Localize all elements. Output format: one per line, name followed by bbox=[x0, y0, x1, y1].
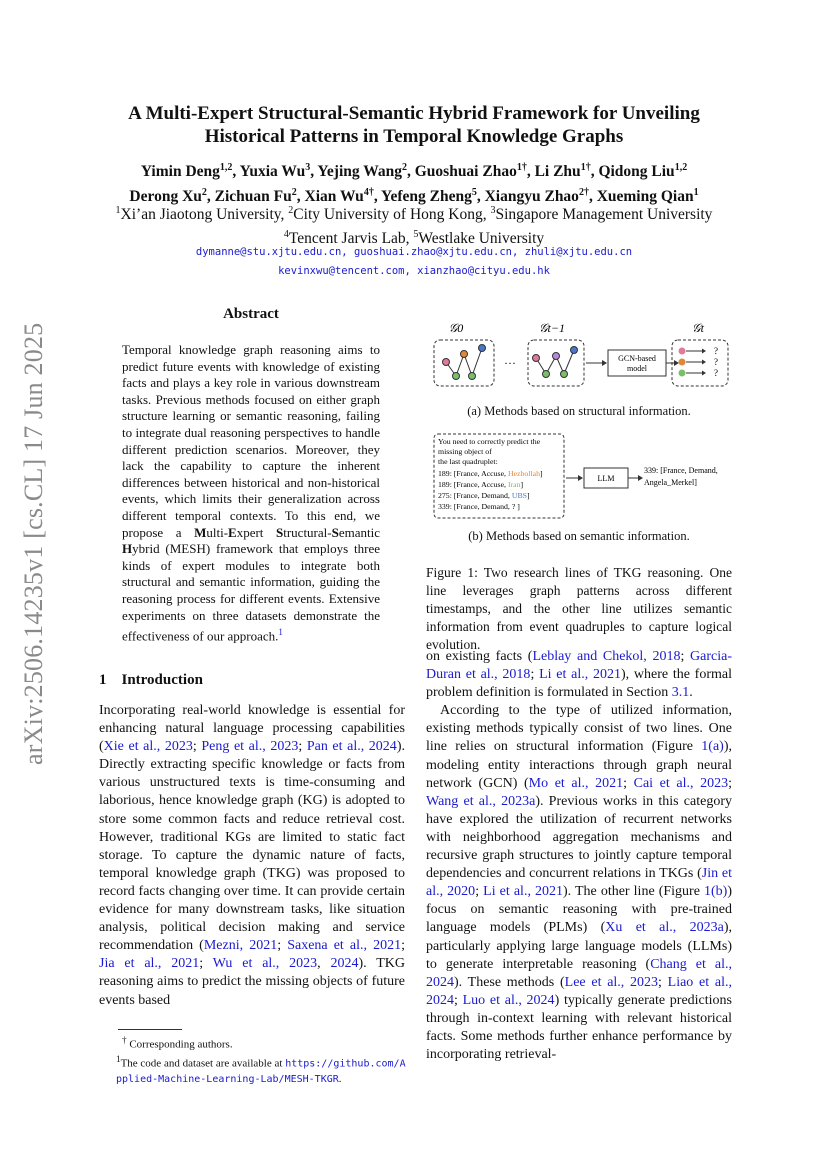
text-run: , bbox=[317, 956, 331, 972]
footnote-code: $^1$The code and dataset are available at https://github.com/Applied-Machine-Learning-Lab/MESH-TKGR. bbox=[116, 1054, 406, 1086]
email-list bbox=[100, 243, 728, 281]
text-run: ; bbox=[277, 938, 288, 954]
prompt-text: You need to correctly predict the missing object of the last quadruplet: bbox=[438, 437, 541, 466]
citation-link[interactable]: Liao et al., 2024 bbox=[426, 974, 732, 1008]
affiliation-name: City University of Hong Kong bbox=[293, 206, 483, 224]
author-name: Li Zhu bbox=[534, 163, 581, 181]
text-run: ; bbox=[298, 739, 307, 755]
quadruplet-line: 339: [France, Demand, ? ] bbox=[438, 502, 520, 511]
figure-caption-a: (a) Methods based on structural information. bbox=[467, 404, 691, 418]
author-list bbox=[100, 157, 728, 207]
graph-gt-label: 𝒢t bbox=[692, 321, 704, 335]
citation-link[interactable]: Mo et al., 2021 bbox=[528, 775, 624, 791]
citation-link[interactable]: Jin et al., 2020 bbox=[426, 866, 733, 900]
svg-text:?: ? bbox=[714, 368, 718, 378]
citation-link[interactable]: Luo et al., 2024 bbox=[462, 992, 555, 1008]
text-run: ; bbox=[623, 775, 634, 791]
gcn-label-1: GCN-based bbox=[618, 354, 656, 363]
column-2-text bbox=[426, 648, 732, 1064]
arxiv-identifier: arXiv:2506.14235v1 [cs.CL] 17 Jun 2025 bbox=[19, 322, 48, 765]
author-name: Yejing Wang bbox=[317, 163, 402, 181]
citation-link[interactable]: Pan et al., 2024 bbox=[306, 739, 397, 755]
text-run: ) focus on semantic reasoning with pre-trained language models (PLMs) ( bbox=[426, 884, 733, 936]
graph-g0-nodes bbox=[443, 345, 486, 380]
text-run: ), particularly applying large language models (LLMs) to generate interpretable reasoning ( bbox=[426, 920, 733, 972]
citation-link[interactable]: Xie et al., 2023 bbox=[103, 739, 193, 755]
citation-link[interactable]: Mezni, 2021 bbox=[203, 938, 278, 954]
author-name: Derong Xu bbox=[129, 188, 202, 206]
quadruplet-line: 189: [France, Accuse, Iran] bbox=[438, 480, 524, 489]
ellipsis: ··· bbox=[504, 356, 516, 370]
author-name: Yuxia Wu bbox=[239, 163, 306, 181]
footnote-rule bbox=[118, 1029, 182, 1030]
figure-semantic bbox=[432, 432, 732, 522]
text-run: ; bbox=[658, 974, 668, 990]
author-line-1: Yimin Deng$^{1,2}$, Yuxia Wu$^3$, Yejing Wang$^2$, Guoshuai Zhao$^{1\dagger}$, Li Zhu$^{1\dagger}$, Qidong Liu$^{1,2}$ bbox=[140, 162, 688, 181]
node bbox=[443, 359, 450, 366]
citation-link[interactable]: Jia et al., 2021 bbox=[99, 956, 200, 972]
citation-link[interactable]: 1(a) bbox=[701, 739, 724, 755]
author-name: Yefeng Zheng bbox=[381, 188, 472, 206]
citation-link[interactable]: Leblay and Chekol, 2018 bbox=[532, 649, 681, 664]
citation-link[interactable]: Wang et al., 2023a bbox=[426, 793, 536, 809]
abstract-text-2: (MESH) framework that employs three kinds of expert modules to integrate both structural and semantic information, guiding the reasoning process for different events. Extensive experiments on three datasets demonstrate the effectiveness of our approach. bbox=[122, 541, 380, 644]
author-name: Zichuan Fu bbox=[214, 188, 292, 206]
author-name: Xueming Qian bbox=[596, 188, 694, 206]
text-run: . bbox=[689, 685, 693, 701]
author-line-2: Derong Xu$^2$, Zichuan Fu$^2$, Xian $Wu^{4\dagger}$, Yefeng Zheng$^5$, Xiangyu Zhao$^{2\dagger}$, Xueming Qian$^1$ bbox=[129, 187, 699, 206]
citation-link[interactable]: Cai et al., 2023 bbox=[633, 775, 729, 791]
text-run: ), modeling entity interactions through graph neural network (GCN) ( bbox=[426, 739, 732, 791]
email-line-1[interactable]: dymanne@stu.xjtu.edu.cn, guoshuai.zhao@xjtu.edu.cn, zhuli@xjtu.edu.cn bbox=[195, 246, 633, 258]
affiliation-name: Tencent Jarvis Lab bbox=[288, 230, 406, 248]
citation-link[interactable]: Wu et al., 2023 bbox=[212, 956, 318, 972]
figure-1-caption: Figure 1: Two research lines of TKG reasoning. One line leverages graph patterns across different timestamps, and the other line utilizes semantic information from event quadruples to capture logical evolution. bbox=[426, 565, 732, 652]
col2-paragraph-2 bbox=[426, 702, 732, 1064]
quadruplet-line: 275: [France, Demand, UBS] bbox=[438, 491, 530, 500]
author-name: Qidong Liu bbox=[598, 163, 675, 181]
citation-link[interactable]: Li et al., 2021 bbox=[539, 667, 621, 683]
section-number: 1 bbox=[99, 672, 107, 688]
affiliation-name: Singapore Management University bbox=[495, 206, 713, 224]
citation-link[interactable]: Lee et al., 2023 bbox=[564, 974, 659, 990]
figure-caption-b: (b) Methods based on semantic information. bbox=[468, 529, 690, 543]
text-run: on existing facts ( bbox=[426, 649, 533, 664]
text-run: ; bbox=[199, 956, 213, 972]
svg-text:?: ? bbox=[714, 357, 718, 367]
graph-gt1-label: 𝒢t−1 bbox=[539, 321, 565, 335]
col2-paragraph-1 bbox=[426, 648, 732, 702]
citation-link[interactable]: 3.1 bbox=[671, 685, 690, 701]
affiliation-line-2: $^4$Tencent Jarvis Lab, $^5$Westlake University bbox=[283, 229, 545, 248]
node bbox=[469, 373, 476, 380]
text-run: ). The other line (Figure bbox=[563, 884, 705, 900]
author-name: Xiangyu Zhao bbox=[484, 188, 579, 206]
citation-link[interactable]: Saxena et al., 2021 bbox=[287, 938, 402, 954]
section-title: Introduction bbox=[121, 672, 203, 688]
text-run: ) typically generate predictions through in-context learning with relevant historical facts. Some methods further enhance performance by incorporating retrieval- bbox=[426, 992, 733, 1063]
author-name: Guoshuai Zhao bbox=[414, 163, 517, 181]
text-run: ; bbox=[728, 775, 732, 791]
affiliation-name: Westlake University bbox=[418, 230, 545, 248]
text-run: ; bbox=[475, 884, 484, 900]
citation-link[interactable]: Chang et al., 2024 bbox=[426, 956, 732, 990]
footnote-mark[interactable]: 1 bbox=[278, 627, 283, 638]
text-run: ), where the formal problem definition is formulated in Section bbox=[426, 667, 732, 701]
text-run: ). These methods ( bbox=[454, 974, 565, 990]
text-run: According to the type of utilized information, existing methods typically consist of two lines. One line relies on structural information (Figure bbox=[426, 703, 732, 755]
footnotes bbox=[110, 1033, 410, 1088]
text-run: ; bbox=[192, 739, 202, 755]
affiliation-name: Xi’an Jiaotong University bbox=[120, 206, 281, 224]
abstract-heading: Abstract bbox=[223, 306, 279, 322]
quadruplets bbox=[438, 469, 543, 511]
text-run: ). Directly extracting specific knowledge or facts from various unstructured texts is time-consuming and laborious, hence knowledge graph (KG) is adopted to store some common facts and reduce retrieval cost. However, traditional KGs are limited to static fact storage. To capture the dynamic nature of facts, temporal knowledge graph (TKG) was proposed to record facts changing over time. It can provide certain evidence for many downstream tasks, like situation analysis, political decision making and service recommendation ( bbox=[99, 739, 405, 954]
text-run: ; bbox=[454, 992, 463, 1008]
llm-output: 339: [France, Demand, Angela_Merkel] bbox=[644, 466, 718, 487]
text-run: ; bbox=[530, 667, 540, 683]
author-name: Xian Wu bbox=[304, 188, 364, 206]
abstract-mesh-name: Multi-Expert Structural-Semantic Hybrid bbox=[122, 524, 380, 557]
footnote-corresponding: † Corresponding authors. bbox=[122, 1035, 233, 1051]
node bbox=[479, 345, 486, 352]
node bbox=[461, 351, 468, 358]
paper-title: A Multi-Expert Structural-Semantic Hybrid Framework for Unveiling Historical Patterns in Temporal Knowledge Graphs bbox=[128, 103, 700, 147]
email-line-2[interactable]: kevinxwu@tencent.com, xianzhao@cityu.edu.hk bbox=[278, 265, 550, 277]
citation-link[interactable]: Li et al., 2021 bbox=[483, 884, 564, 900]
intro-paragraph bbox=[99, 702, 405, 1010]
abstract-body bbox=[122, 342, 380, 645]
text-run: Incorporating real-world knowledge is essential for enhancing natural language processing capabilities ( bbox=[99, 703, 405, 755]
text-run: ; bbox=[680, 649, 691, 664]
code-link[interactable]: https://github.com/Applied-Machine-Learning-Lab/MESH-TKGR bbox=[116, 1058, 406, 1086]
citation-link[interactable]: 2024 bbox=[330, 956, 359, 972]
section-heading bbox=[99, 672, 203, 689]
text-run: ). Previous works in this category have explored the utilization of recurrent networks with neighborhood aggregation mechanisms and recursive graph structures to jointly capture temporal dependencies and concurrent relations in TKGs ( bbox=[426, 793, 732, 882]
citation-link[interactable]: Garcia-Duran et al., 2018 bbox=[426, 649, 733, 683]
node bbox=[453, 373, 460, 380]
svg-text:?: ? bbox=[714, 346, 718, 356]
citation-link[interactable]: 1(b) bbox=[704, 884, 728, 900]
llm-label: LLM bbox=[597, 474, 615, 483]
citation-link[interactable]: Xu et al., 2023a bbox=[605, 920, 724, 936]
text-run: ; bbox=[401, 938, 405, 954]
text-run: ). TKG reasoning aims to predict the missing objects of future events based bbox=[99, 956, 406, 1008]
figure-structural bbox=[426, 318, 736, 400]
gcn-label-2: model bbox=[627, 364, 647, 373]
affiliation-line-1: $^1$Xi’an Jiaotong University, $^2$City University of Hong Kong, $^3$Singapore Management University bbox=[115, 205, 713, 224]
quadruplet-line: 189: [France, Accuse, Hezbollah] bbox=[438, 469, 543, 478]
graph-gt-queries bbox=[679, 346, 719, 378]
author-name: Yimin Deng bbox=[140, 163, 220, 181]
citation-link[interactable]: Peng et al., 2023 bbox=[201, 739, 299, 755]
graph-g0-label: 𝒢0 bbox=[448, 321, 464, 335]
graph-gt1-nodes bbox=[533, 347, 578, 378]
abstract-text-1: Temporal knowledge graph reasoning aims to predict future events with knowledge of existing facts and plays a key role in various downstream tasks. Previous methods focused on either graph structure learning or semantic reasoning, failing to integrate dual reasoning perspectives to handle different prediction scenarios. Moreover, they lack the capability to capture the inherent differences between historical and non-historical events, which limits their generalization across different temporal contexts. To this end, we propose a bbox=[122, 342, 380, 540]
